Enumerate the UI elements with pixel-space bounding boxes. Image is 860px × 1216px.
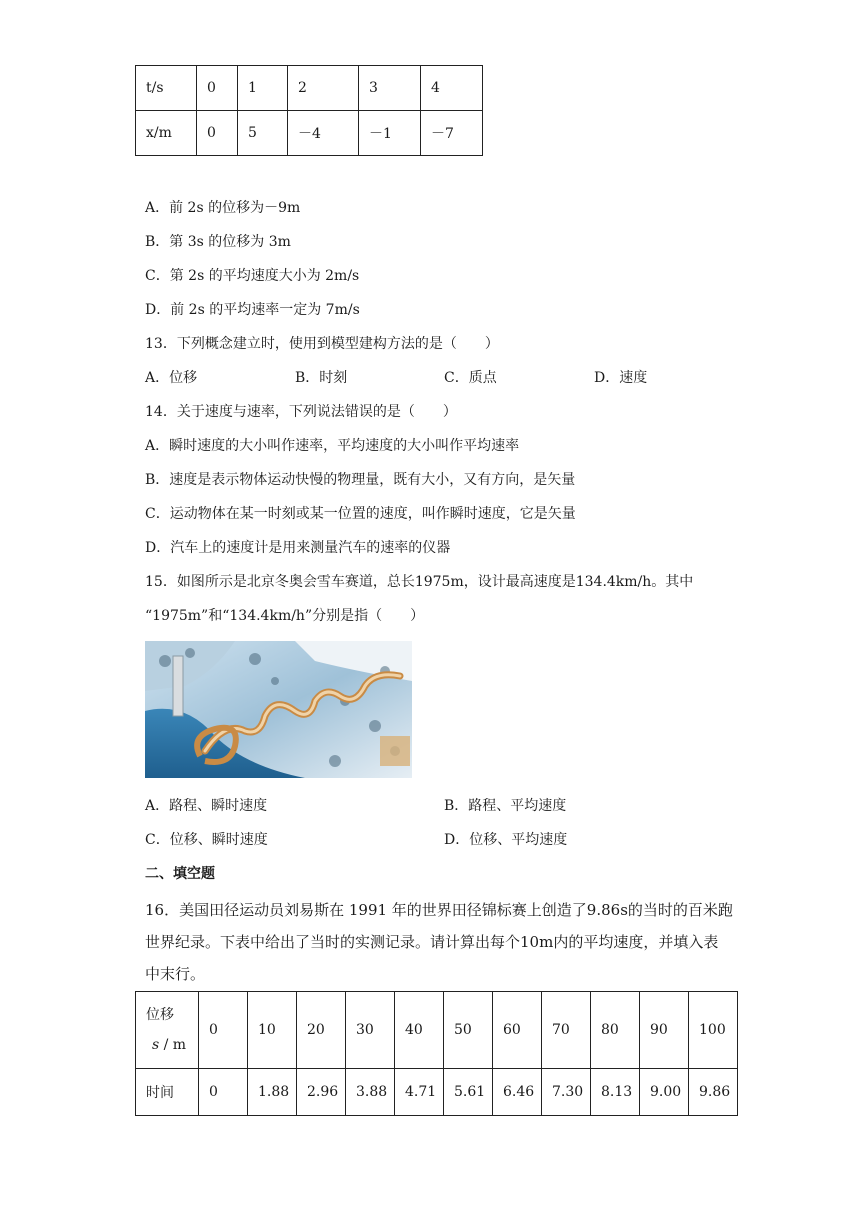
q13-option-d: D．速度 (594, 370, 648, 386)
q13-option-c: C．质点 (444, 370, 497, 386)
displacement-label: 位移 (146, 1007, 174, 1023)
table-cell: 3.88 (346, 1069, 395, 1116)
table-cell: 4.71 (395, 1069, 444, 1116)
table-cell: 0 (199, 1069, 248, 1116)
q14-option-a: A．瞬时速度的大小叫作速率，平均速度的大小叫作平均速率 (145, 438, 520, 454)
q16-line2: 世界纪录。下表中给出了当时的实测记录。请计算出每个10m内的平均速度，并填入表 (145, 933, 719, 951)
q12-option-b: B．第 3s 的位移为 3m (145, 234, 291, 250)
q14-option-d: D．汽车上的速度计是用来测量汽车的速率的仪器 (145, 540, 451, 556)
table-cell: 7.30 (542, 1069, 591, 1116)
table-row (136, 66, 483, 111)
q12-option-a: A．前 2s 的位移为－9m (145, 200, 301, 216)
bobsled-track-photo (145, 641, 412, 778)
q15-option-a: A．路程、瞬时速度 (145, 798, 268, 814)
table-cell: 80 (591, 992, 640, 1069)
section-heading: 二、填空题 (145, 866, 215, 882)
table-cell: x/m (136, 111, 197, 156)
q14-option-c: C．运动物体在某一时刻或某一位置的速度，叫作瞬时速度，它是矢量 (145, 506, 576, 522)
table-cell: 9.86 (689, 1069, 738, 1116)
position-time-table (135, 65, 483, 156)
q13-option-a: A．位移 (145, 370, 198, 386)
table-cell: 20 (297, 992, 346, 1069)
q13-stem: 13．下列概念建立时，使用到模型建构方法的是（ ） (145, 336, 499, 352)
table-cell: t/s (136, 66, 197, 111)
q13-option-b: B．时刻 (295, 370, 348, 386)
table-cell: 90 (640, 992, 689, 1069)
q15-option-d: D．位移、平均速度 (444, 832, 568, 848)
table-cell: 0 (197, 111, 238, 156)
table-cell: 8.13 (591, 1069, 640, 1116)
table-row-label (136, 992, 199, 1069)
table-cell: 3 (359, 66, 421, 111)
table-cell: 0 (197, 66, 238, 111)
table-cell: 70 (542, 992, 591, 1069)
q14-option-b: B．速度是表示物体运动快慢的物理量，既有大小，又有方向，是矢量 (145, 472, 576, 488)
q16-line1: 16．美国田径运动员刘易斯在 1991 年的世界田径锦标赛上创造了9.86s的当时的百米跑 (145, 901, 733, 919)
q12-option-c: C．第 2s 的平均速度大小为 2m/s (145, 268, 360, 284)
table-cell: 100 (689, 992, 738, 1069)
table-cell: 9.00 (640, 1069, 689, 1116)
table-row (136, 1069, 738, 1116)
table-cell: 1.88 (248, 1069, 297, 1116)
table-cell: 40 (395, 992, 444, 1069)
q15-stem-line1: 15．如图所示是北京冬奥会雪车赛道，总长1975m，设计最高速度是134.4km/h。其中 (145, 574, 694, 590)
table-row (136, 992, 738, 1069)
table-row (136, 111, 483, 156)
table-cell: －1 (359, 111, 421, 156)
q12-option-d: D．前 2s 的平均速率一定为 7m/s (145, 302, 360, 318)
q14-stem: 14．关于速度与速率，下列说法错误的是（ ） (145, 404, 457, 420)
table-cell: 10 (248, 992, 297, 1069)
table-cell: 50 (444, 992, 493, 1069)
table-cell: 30 (346, 992, 395, 1069)
table-cell: 6.46 (493, 1069, 542, 1116)
table-row-label: 时间 (136, 1069, 199, 1116)
table-cell: 0 (199, 992, 248, 1069)
table-cell: 60 (493, 992, 542, 1069)
q16-line3: 中末行。 (145, 965, 206, 983)
table-cell: 2.96 (297, 1069, 346, 1116)
table-cell: 1 (238, 66, 288, 111)
table-cell: 5.61 (444, 1069, 493, 1116)
q15-stem-line2: “1975m”和“134.4km/h”分别是指（ ） (145, 608, 425, 624)
sprint-record-table (135, 991, 738, 1116)
table-cell: －4 (288, 111, 359, 156)
q15-option-b: B．路程、平均速度 (444, 798, 567, 814)
table-cell: 4 (421, 66, 483, 111)
table-cell: －7 (421, 111, 483, 156)
table-cell: 2 (288, 66, 359, 111)
q15-option-c: C．位移、瞬时速度 (145, 832, 268, 848)
table-cell: 5 (238, 111, 288, 156)
displacement-unit-label: s / m (152, 1037, 187, 1053)
